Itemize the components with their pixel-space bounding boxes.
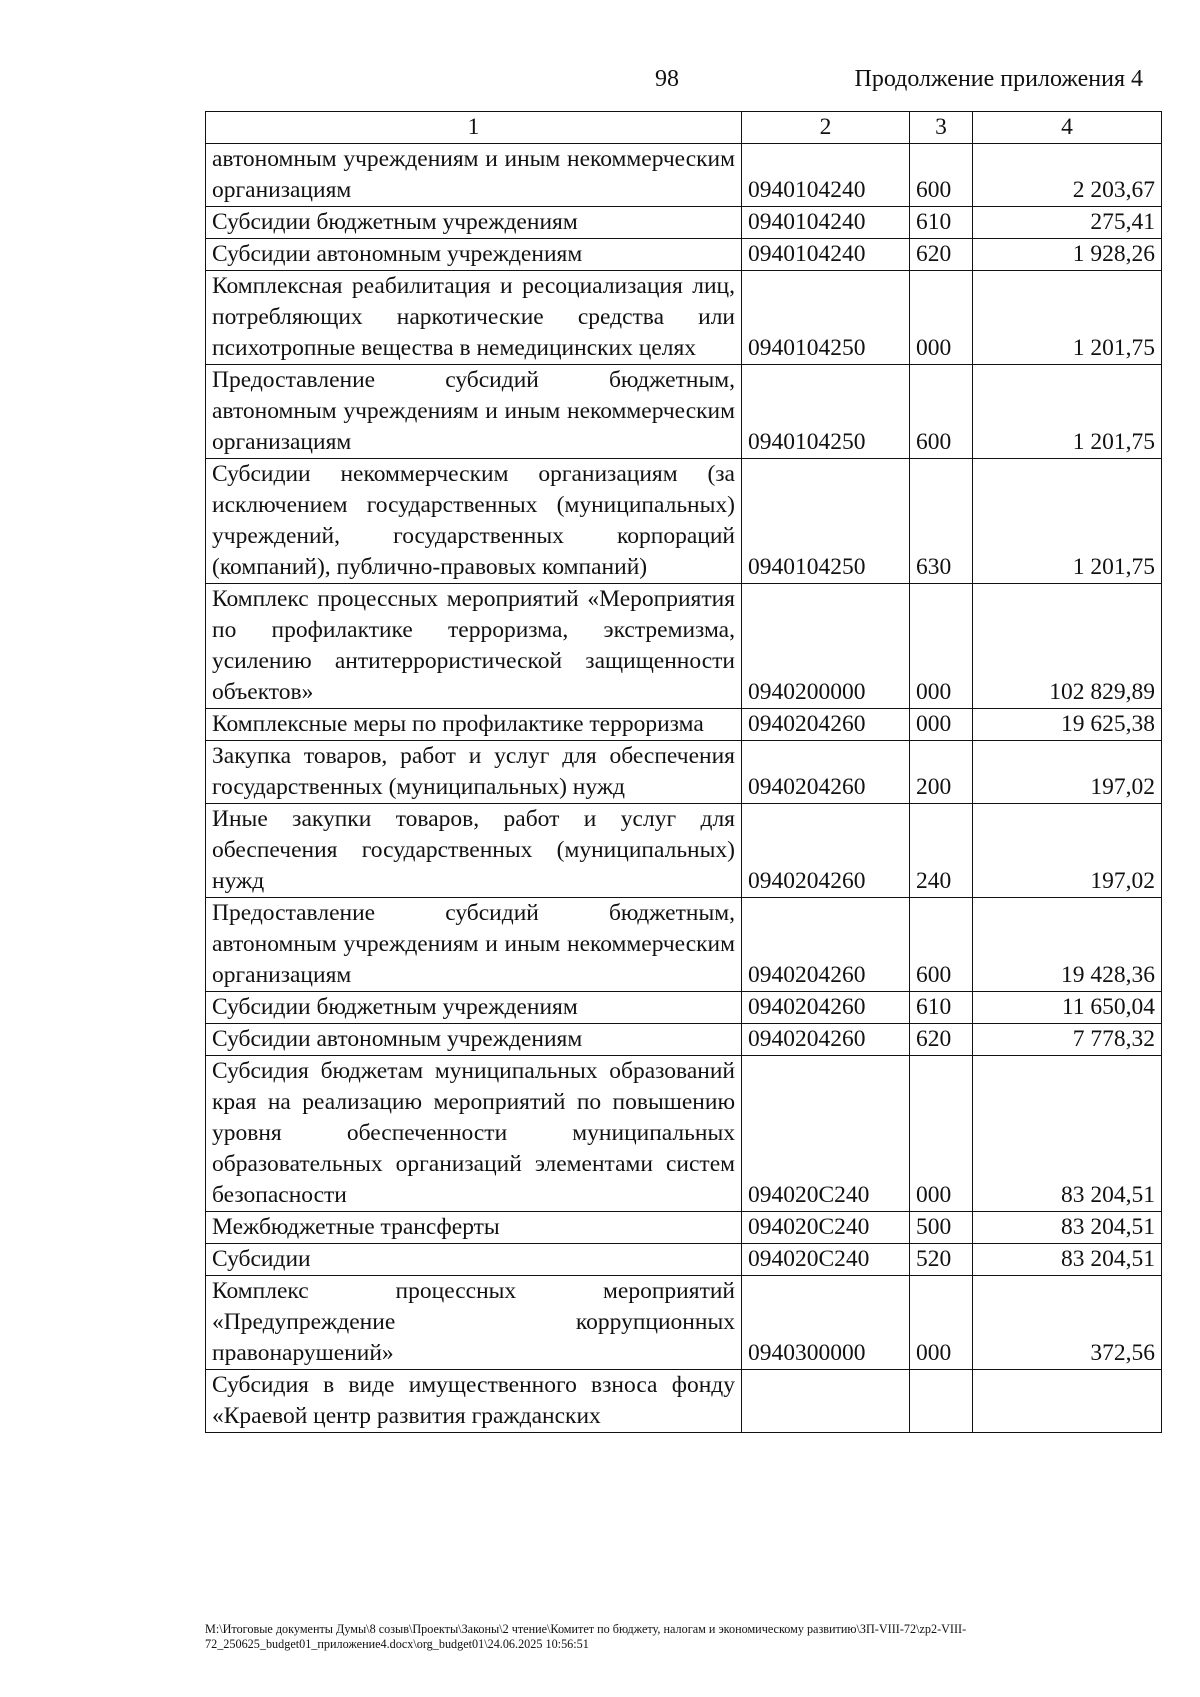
row-amount-cell: 1 928,26 [973,239,1162,271]
budget-table [205,111,1162,1433]
row-expense-type-cell: 620 [910,1024,973,1056]
row-code-cell: 0940204260 [742,1024,910,1056]
row-amount-cell: 7 778,32 [973,1024,1162,1056]
footer-line-1: M:\Итоговые документы Думы\8 созыв\Проекты\Законы\2 чтение\Комитет по бюджету, налогам и экономическому развитию\ЗП-VIII-72\zp2-VIII- [205,1622,967,1636]
file-path-footer [205,1622,1160,1652]
row-code-cell: 0940204260 [742,992,910,1024]
row-code-cell: 094020С240 [742,1212,910,1244]
row-expense-type-cell: 600 [910,365,973,459]
row-name-cell: Закупка товаров, работ и услуг для обеспечения государственных (муниципальных) нужд [206,741,742,804]
table-row [206,271,1162,365]
table-row [206,1024,1162,1056]
row-expense-type-cell [910,1370,973,1433]
row-code-cell: 094020С240 [742,1056,910,1212]
row-amount-cell: 19 625,38 [973,709,1162,741]
page-number: 98 [655,66,679,92]
row-name-cell: Субсидия в виде имущественного взноса фонду «Краевой центр развития гражданских [206,1370,742,1433]
footer-line-2: 72_250625_budget01_приложение4.docx\org_budget01\24.06.2025 10:56:51 [205,1637,589,1651]
row-name-cell: Субсидии автономным учреждениям [206,239,742,271]
row-code-cell: 0940300000 [742,1276,910,1370]
row-name-cell: Предоставление субсидий бюджетным, автономным учреждениям и иным некоммерческим организациям [206,365,742,459]
row-expense-type-cell: 600 [910,898,973,992]
row-expense-type-cell: 610 [910,207,973,239]
row-expense-type-cell: 000 [910,584,973,709]
table-row [206,1276,1162,1370]
row-name-cell: Субсидии бюджетным учреждениям [206,992,742,1024]
row-name-cell: автономным учреждениям и иным некоммерческим организациям [206,144,742,207]
row-name-cell: Субсидии [206,1244,742,1276]
table-header-row [206,112,1162,144]
row-name-cell: Субсидия бюджетам муниципальных образований края на реализацию мероприятий по повышению уровня обеспеченности муниципальных образовательных организаций элементами систем безопасности [206,1056,742,1212]
row-expense-type-cell: 000 [910,709,973,741]
row-expense-type-cell: 240 [910,804,973,898]
row-expense-type-cell: 630 [910,459,973,584]
column-header-1: 1 [206,112,742,144]
table-row [206,144,1162,207]
row-code-cell: 0940104250 [742,271,910,365]
row-code-cell: 0940104250 [742,459,910,584]
row-expense-type-cell: 520 [910,1244,973,1276]
row-code-cell: 0940204260 [742,804,910,898]
row-code-cell: 0940104240 [742,239,910,271]
row-amount-cell: 1 201,75 [973,271,1162,365]
row-name-cell: Субсидии бюджетным учреждениям [206,207,742,239]
row-expense-type-cell: 000 [910,1056,973,1212]
column-header-2: 2 [742,112,910,144]
table-row [206,1244,1162,1276]
row-name-cell: Комплекс процессных мероприятий «Предупреждение коррупционных правонарушений» [206,1276,742,1370]
row-amount-cell: 83 204,51 [973,1212,1162,1244]
table-row [206,1212,1162,1244]
row-code-cell: 0940104240 [742,144,910,207]
row-amount-cell: 11 650,04 [973,992,1162,1024]
row-code-cell: 0940104240 [742,207,910,239]
row-amount-cell: 1 201,75 [973,459,1162,584]
table-row [206,459,1162,584]
row-amount-cell: 1 201,75 [973,365,1162,459]
column-header-3: 3 [910,112,973,144]
row-amount-cell: 275,41 [973,207,1162,239]
table-row [206,898,1162,992]
row-expense-type-cell: 500 [910,1212,973,1244]
row-code-cell: 0940200000 [742,584,910,709]
row-amount-cell: 83 204,51 [973,1056,1162,1212]
column-header-4: 4 [973,112,1162,144]
table-row [206,992,1162,1024]
table-row [206,584,1162,709]
row-code-cell: 0940104250 [742,365,910,459]
table-row [206,1370,1162,1433]
row-name-cell: Субсидии автономным учреждениям [206,1024,742,1056]
row-amount-cell: 2 203,67 [973,144,1162,207]
table-row [206,709,1162,741]
row-expense-type-cell: 000 [910,271,973,365]
row-amount-cell [973,1370,1162,1433]
table-row [206,365,1162,459]
table-row [206,239,1162,271]
row-name-cell: Комплексные меры по профилактике терроризма [206,709,742,741]
row-code-cell: 0940204260 [742,709,910,741]
table-row [206,804,1162,898]
row-name-cell: Субсидии некоммерческим организациям (за исключением государственных (муниципальных) учреждений, государственных корпораций (компаний), публично-правовых компаний) [206,459,742,584]
row-amount-cell: 197,02 [973,804,1162,898]
row-name-cell: Иные закупки товаров, работ и услуг для обеспечения государственных (муниципальных) нужд [206,804,742,898]
row-amount-cell: 102 829,89 [973,584,1162,709]
page-header [0,66,1200,100]
row-amount-cell: 19 428,36 [973,898,1162,992]
row-expense-type-cell: 620 [910,239,973,271]
row-expense-type-cell: 610 [910,992,973,1024]
table-row [206,207,1162,239]
row-amount-cell: 197,02 [973,741,1162,804]
row-name-cell: Межбюджетные трансферты [206,1212,742,1244]
row-name-cell: Предоставление субсидий бюджетным, автономным учреждениям и иным некоммерческим организациям [206,898,742,992]
row-code-cell: 0940204260 [742,898,910,992]
table-row [206,741,1162,804]
table-row [206,1056,1162,1212]
row-code-cell [742,1370,910,1433]
appendix-continuation-label: Продолжение приложения 4 [854,66,1143,92]
row-name-cell: Комплексная реабилитация и ресоциализация лиц, потребляющих наркотические средства или психотропные вещества в немедицинских целях [206,271,742,365]
row-code-cell: 094020С240 [742,1244,910,1276]
row-amount-cell: 83 204,51 [973,1244,1162,1276]
row-amount-cell: 372,56 [973,1276,1162,1370]
row-expense-type-cell: 000 [910,1276,973,1370]
row-name-cell: Комплекс процессных мероприятий «Мероприятия по профилактике терроризма, экстремизма, усилению антитеррористической защищенности объектов» [206,584,742,709]
row-code-cell: 0940204260 [742,741,910,804]
row-expense-type-cell: 200 [910,741,973,804]
row-expense-type-cell: 600 [910,144,973,207]
